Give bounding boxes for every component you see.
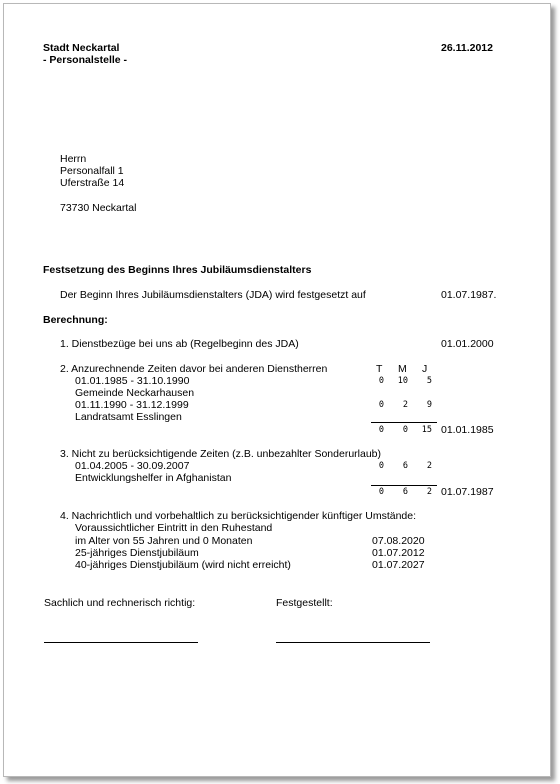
signature-label-right: Festgestellt: [276, 597, 333, 609]
item2-sum-line [371, 422, 437, 423]
item2-employer2: Landratsamt Esslingen [75, 411, 182, 423]
item4-line2: im Alter von 55 Jahren und 0 Monaten [75, 535, 253, 547]
col-header-j: J [422, 363, 428, 375]
item4-line3: 25-jähriges Dienstjubiläum [75, 547, 199, 559]
item4-text: 4. Nachrichtlich und vorbehaltlich zu berücksichtigender künftiger Umstände: [60, 510, 417, 522]
org-name: Stadt Neckartal [43, 42, 120, 54]
item2-sum-j: 15 [421, 425, 432, 435]
item2-sum-m: 0 [402, 425, 408, 435]
item2-text: 2. Anzurechnende Zeiten davor bei anderen Dienstherren [60, 363, 328, 375]
address-salutation: Herrn [60, 153, 87, 165]
item4-line3-date: 01.07.2012 [372, 547, 425, 559]
signature-line-right [276, 642, 430, 643]
item3-result-date: 01.07.1987 [441, 486, 494, 498]
item4-line1: Voraussichtlicher Eintritt in den Ruhestand [75, 522, 273, 534]
item3-sum-t: 0 [378, 487, 384, 497]
intro-date: 01.07.1987. [441, 289, 497, 301]
item2-period1: 01.01.1985 - 31.10.1990 [75, 375, 190, 387]
item3-text: 3. Nicht zu berücksichtigende Zeiten (z.B. unbezahlter Sonderurlaub) [60, 448, 382, 460]
document-title: Festsetzung des Beginns Ihres Jubiläumsdienstalters [43, 264, 312, 276]
item3-description: Entwicklungshelfer in Afghanistan [75, 472, 232, 484]
document-page [3, 3, 551, 777]
item3-period: 01.04.2005 - 30.09.2007 [75, 460, 190, 472]
item2-employer1: Gemeinde Neckarhausen [75, 387, 195, 399]
department: - Personalstelle - [43, 54, 128, 66]
item3-sum-m: 6 [402, 487, 408, 497]
item3-sum-j: 2 [426, 487, 432, 497]
item3-j: 2 [426, 461, 432, 471]
address-name: Personalfall 1 [60, 165, 124, 177]
item2-period2-j: 9 [426, 400, 432, 410]
item2-period1-t: 0 [378, 376, 384, 386]
document-date: 26.11.2012 [441, 42, 493, 54]
signature-line-left [44, 642, 198, 643]
item2-period2-m: 2 [402, 400, 408, 410]
item4-line4: 40-jähriges Dienstjubiläum (wird nicht erreicht) [75, 559, 291, 571]
intro-text: Der Beginn Ihres Jubiläumsdienstalters (JDA) wird festgesetzt auf [60, 289, 366, 301]
item2-period1-j: 5 [426, 376, 432, 386]
item1-text: 1. Dienstbezüge bei uns ab (Regelbeginn des JDA) [60, 338, 299, 350]
item2-period2: 01.11.1990 - 31.12.1999 [75, 399, 189, 411]
item3-m: 6 [402, 461, 408, 471]
signature-label-left: Sachlich und rechnerisch richtig: [44, 597, 196, 609]
col-header-m: M [398, 363, 407, 375]
col-header-t: T [376, 363, 383, 375]
item4-line4-date: 01.07.2027 [372, 559, 425, 571]
item2-period1-m: 10 [397, 376, 408, 386]
berechnung-heading: Berechnung: [43, 314, 108, 326]
item2-period2-t: 0 [378, 400, 384, 410]
item1-date: 01.01.2000 [441, 338, 494, 350]
address-city: 73730 Neckartal [60, 202, 137, 214]
item3-t: 0 [378, 461, 384, 471]
item4-line2-date: 07.08.2020 [372, 535, 425, 547]
item2-sum-t: 0 [378, 425, 384, 435]
address-street: Uferstraße 14 [60, 177, 125, 189]
item2-result-date: 01.01.1985 [441, 424, 494, 436]
